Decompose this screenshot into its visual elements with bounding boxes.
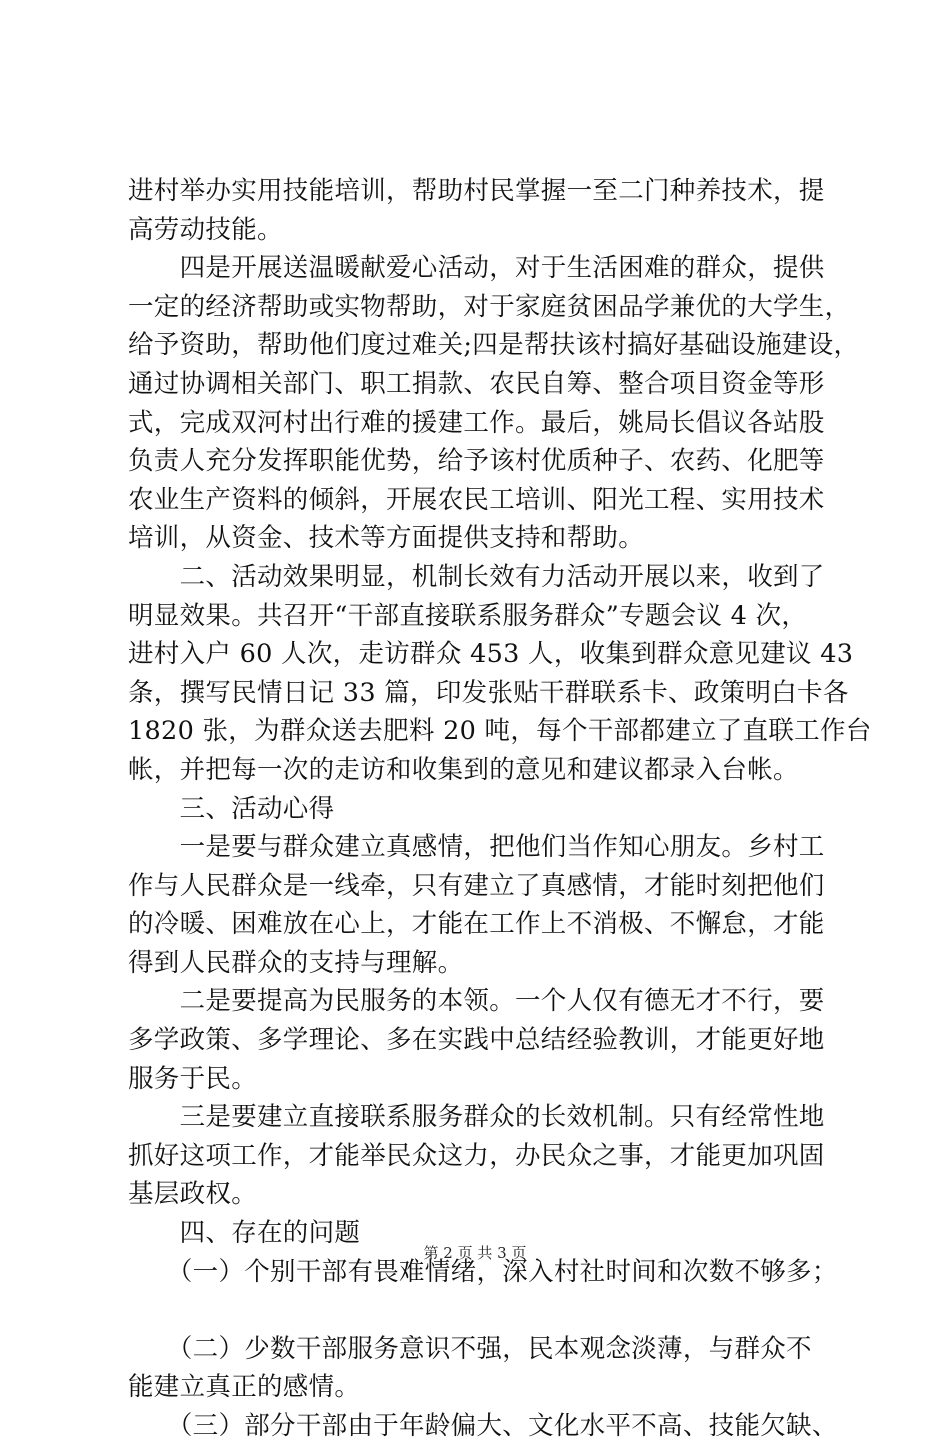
text-line: 多学政策、多学理论、多在实践中总结经验教训，才能更好地	[128, 1025, 825, 1056]
text-line: 一是要与群众建立真感情，把他们当作知心朋友。乡村工	[128, 832, 825, 863]
list-item-line: （三）部分干部由于年龄偏大、文化水平不高、技能欠缺、	[128, 1411, 838, 1441]
section-heading: 四、存在的问题	[128, 1218, 361, 1249]
text-line: 培训，从资金、技术等方面提供支持和帮助。	[128, 523, 645, 554]
text-line: 农业生产资料的倾斜，开展农民工培训、阳光工程、实用技术	[128, 484, 825, 515]
text-line: 四是开展送温暖献爱心活动，对于生活困难的群众，提供	[128, 253, 825, 284]
text-line: 服务于民。	[128, 1063, 258, 1094]
section-heading-line: 二、活动效果明显，机制长效有力活动开展以来，收到了	[128, 561, 825, 592]
text-line: 能建立真正的感情。	[128, 1372, 361, 1403]
section-heading: 三、活动心得	[128, 793, 335, 824]
text-line: 的冷暖、困难放在心上，才能在工作上不消极、不懈怠，才能	[128, 909, 825, 940]
text-line: 帐，并把每一次的走访和收集到的意见和建议都录入台帐。	[128, 754, 799, 785]
text-line: 1820 张，为群众送去肥料 20 吨，每个干部都建立了直联工作台	[128, 716, 872, 747]
text-line: 负责人充分发挥职能优势，给予该村优质种子、农药、化肥等	[128, 446, 825, 477]
text-line: 抓好这项工作，才能举民众这力，办民众之事，才能更加巩固	[128, 1140, 825, 1171]
text-line: 式，完成双河村出行难的援建工作。最后，姚局长倡议各站股	[128, 407, 825, 438]
text-line: 得到人民群众的支持与理解。	[128, 947, 464, 978]
blank-line	[128, 1291, 840, 1330]
text-line: 给予资助，帮助他们度过难关;四是帮扶该村搞好基础设施建设，	[128, 330, 860, 361]
list-item-line: （二）少数干部服务意识不强，民本观念淡薄，与群众不	[128, 1333, 812, 1364]
text-line: 明显效果。共召开“干部直接联系服务群众”专题会议 4 次，	[128, 600, 808, 631]
text-line: 作与人民群众是一线牵，只有建立了真感情，才能时刻把他们	[128, 870, 825, 901]
text-line: 通过协调相关部门、职工捐款、农民自筹、整合项目资金等形	[128, 368, 825, 399]
text-line: 二是要提高为民服务的本领。一个人仅有德无才不行，要	[128, 986, 825, 1017]
list-item-line: （一）个别干部有畏难情绪，深入村社时间和次数不够多；	[128, 1256, 838, 1287]
text-line: 进村入户 60 人次，走访群众 453 人，收集到群众意见建议 43	[128, 639, 854, 670]
text-line: 三是要建立直接联系服务群众的长效机制。只有经常性地	[128, 1102, 825, 1133]
text-line: 一定的经济帮助或实物帮助，对于家庭贫困品学兼优的大学生，	[128, 291, 851, 322]
text-line: 高劳动技能。	[128, 214, 283, 245]
page-number-footer: 第 2 页 共 3 页	[423, 1244, 527, 1262]
text-line: 条，撰写民情日记 33 篇，印发张贴干群联系卡、政策明白卡各	[128, 677, 849, 708]
text-line: 基层政权。	[128, 1179, 258, 1210]
text-line: 进村举办实用技能培训，帮助村民掌握一至二门种养技术，提	[128, 176, 825, 206]
